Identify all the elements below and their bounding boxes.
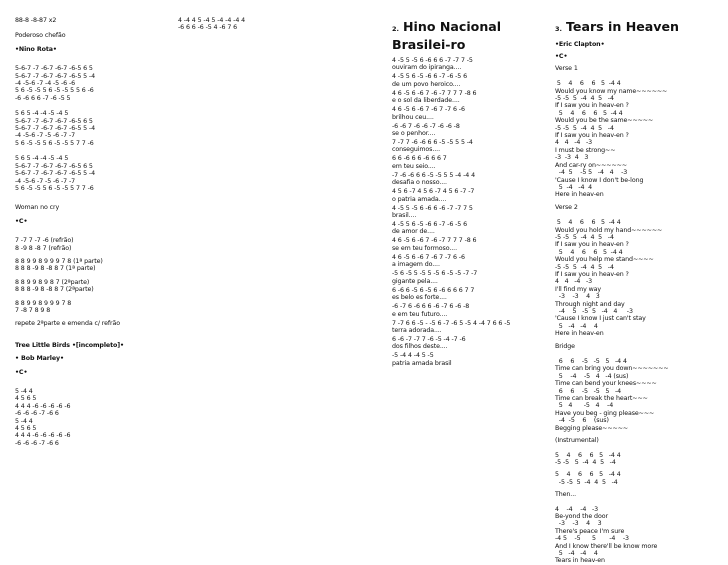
text-line: Poderoso chefão — [15, 32, 66, 40]
text-line: de um povo heroico.... — [392, 80, 461, 88]
text-line: de amor de.... — [392, 228, 435, 236]
text-line: 6 -6 -7 -7 7 -6 -5 -4 -7 -6 — [392, 335, 466, 343]
text-line: 5-6-7 -7 -6-7 -6-7 -6-5 6 5 — [15, 65, 93, 73]
text-line: em teu seio.... — [392, 162, 436, 170]
text-line: Would you know my name~~~~~~ — [555, 87, 668, 95]
text-line: -3 -3 4 3 — [555, 293, 600, 301]
tab-block — [555, 80, 725, 199]
column-hino-nacional — [392, 19, 550, 369]
text-line: There's peace I'm sure — [555, 527, 625, 535]
text-line: 5 6 -5 -5 5 6 -5 -5 5 7 7 -6 — [15, 139, 94, 147]
text-line: 4 6 -5 6 -6 7 -6 -7 7 7 7 -8 6 — [392, 89, 477, 97]
text-line: Time can bend your knees~~~~ — [555, 380, 657, 388]
text-line: 5-6-7 -7 -6-7 -6-7 -6-5 6 5 — [15, 162, 93, 170]
tab-block — [15, 320, 175, 327]
text-line: •C• — [15, 217, 28, 225]
text-line: Time can bring you down~~~~~~~ — [555, 365, 669, 373]
text-line: 5 -4 -4 4 — [555, 183, 593, 191]
text-line: 4 -5 5 -5 6 -6 6 -6 -7 -7 7 5 — [392, 204, 473, 212]
text-line: Would you help me stand~~~~ — [555, 256, 654, 264]
text-line: a imagem do.... — [392, 261, 440, 269]
text-line: dos filhos deste.... — [392, 343, 448, 351]
tab-block — [555, 204, 725, 211]
text-line: -4 -5 6 (sus) — [555, 417, 609, 425]
text-line: If I saw you in heav-en ? — [555, 102, 629, 110]
tab-block — [555, 41, 725, 48]
text-line: -5 -5 5 -4 4 5 -4 — [555, 124, 614, 132]
text-line: patria amada brasil — [392, 359, 452, 367]
text-line: 4 6 -5 6 -6 7 -6 7 -7 6 -6 — [392, 106, 465, 114]
tab-block — [15, 237, 175, 252]
song-number: 2. — [392, 25, 399, 33]
text-line: 7 -7 7 -7 -6 (refrão) — [15, 237, 74, 245]
text-line: 5-6-7 -7 -6-7 -6-7 -6-5 5 -4 — [15, 72, 96, 80]
text-line: •Nino Rota• — [15, 45, 57, 53]
tab-block — [15, 342, 175, 349]
text-line: And I know there'll be know more — [555, 542, 658, 550]
text-line: 6 6 -5 -5 5 -4 4 — [555, 358, 627, 366]
text-line: 8 8 8 -9 8 -8 8 7 (1ª parte) — [15, 265, 96, 273]
text-line: 4 -4 4 5 -4 5 -4 -4 -4 4 — [178, 17, 246, 24]
text-line: Have you beg - ging please~~~ — [555, 409, 655, 417]
text-line: 4 4 4 -6 -6 -6 -6 -6 — [15, 432, 71, 440]
text-line: 'Cause I know I just can't stay — [555, 315, 646, 323]
tab-block — [555, 452, 725, 467]
text-line: desafia o nosso.... — [392, 179, 447, 187]
tab-block — [15, 218, 175, 225]
text-line: terra adorada.... — [392, 326, 442, 334]
text-line: 7 -7 6 6 -5 - -5 6 -7 -6 5 -5 4 -4 7 6 6 -5 — [392, 319, 511, 327]
text-line: -6 -6 7 -6 -6 -7 -6 -6 -8 — [392, 122, 460, 130]
tab-block — [555, 219, 725, 338]
text-line: Here in heav-en — [555, 191, 604, 199]
text-line: 6 -6 6 -5 6 -5 6 -6 6 6 6 7 7 — [392, 286, 475, 294]
text-line: •C• — [15, 368, 28, 376]
text-line: conseguimos.... — [392, 146, 440, 154]
text-line: 5 -4 -5 4 -4 (sus) — [555, 372, 629, 380]
text-line: -5 -5 5 -4 4 5 -4 — [555, 233, 614, 241]
text-line: Bridge — [555, 342, 575, 350]
text-line: 5 4 6 6 5 -4 4 — [555, 471, 621, 479]
text-line: Here in heav-en — [555, 330, 604, 338]
text-line: 8 8 9 9 8 9 9 9 7 8 (1ª parte) — [15, 257, 103, 265]
hino-tab-lines — [392, 57, 550, 369]
column-hino-intro — [178, 17, 378, 32]
text-line: brasil.... — [392, 212, 417, 220]
text-line: -4 -5-6 -7 -4 -5 -6 -6 — [15, 80, 76, 88]
text-line: 5 4 6 6 5 -4 4 — [555, 451, 621, 459]
text-line: 4 5 6 -7 4 5 6 -7 4 5 6 -7 -7 — [392, 188, 475, 196]
text-line: -4 5 -5 5 -4 4 -3 — [555, 169, 628, 177]
text-line: -5 -4 4 -4 5 -5 — [392, 352, 434, 360]
text-line: 5 4 6 6 5 -4 4 — [555, 80, 621, 88]
song-number: 3. — [555, 25, 562, 33]
text-line: Woman no cry — [15, 204, 60, 212]
text-line: 5 4 -5 4 -4 — [555, 402, 614, 410]
text-line: 8 8 8 -9 8 -8 8 7 (2ªparte) — [15, 286, 94, 294]
text-line: e o sol da liberdade.... — [392, 97, 460, 105]
text-line: 'Cause I know I don't be-long — [555, 176, 644, 184]
text-line: Be-yond the door — [555, 512, 608, 520]
text-line: Verse 1 — [555, 64, 578, 72]
text-line: 4 4 -4 -3 — [555, 139, 593, 147]
tab-block — [15, 300, 175, 315]
tab-block — [15, 110, 175, 147]
text-line: 5 4 6 6 5 -4 4 — [555, 109, 623, 117]
text-line: se o penhor.... — [392, 130, 436, 138]
text-line: 4 6 -5 6 -6 7 -6 -7 7 7 7 -8 6 — [392, 237, 477, 245]
text-line: Would you hold my hand~~~~~~ — [555, 226, 663, 234]
text-line: Verse 2 — [555, 203, 578, 211]
text-line: 88-8 -8-87 x2 — [15, 17, 57, 24]
tab-block — [555, 53, 725, 60]
text-line: 4 5 6 5 — [15, 425, 37, 433]
tab-block — [15, 65, 175, 102]
text-line: If I saw you in heav-en ? — [555, 132, 629, 140]
text-line: -5 -5 5 -4 4 5 -4 — [555, 263, 614, 271]
text-line: -5 6 -5 5 -5 5 -5 6 -5 -5 -7 -7 — [392, 270, 478, 278]
text-line: 5 -4 4 — [15, 388, 33, 395]
text-line: 5 -4 -4 4 — [555, 549, 598, 557]
tab-block — [555, 437, 725, 444]
text-line: es belo es forte.... — [392, 294, 447, 302]
text-line: -3 -3 4 3 — [555, 154, 589, 162]
text-line: 4 6 -5 6 -6 7 -6 7 -7 6 -6 — [392, 253, 465, 261]
tab-block — [15, 279, 175, 294]
text-line: If I saw you in heav-en ? — [555, 241, 629, 249]
text-line: -6 -6 -6 -7 -6 6 — [15, 439, 59, 447]
text-line: gigante pela.... — [392, 277, 438, 285]
text-line: 5 -4 -4 4 — [555, 322, 598, 330]
tab-block — [15, 355, 175, 362]
text-line: 6 6 -5 -5 5 -4 — [555, 387, 622, 395]
song-title-tears — [555, 19, 725, 37]
tab-block — [15, 369, 175, 376]
text-line: Then... — [555, 491, 577, 499]
tab-block — [15, 204, 175, 211]
tab-block — [15, 155, 175, 192]
tab-block — [555, 343, 725, 350]
text-line: -4 5 -5 5 -4 4 -3 — [555, 308, 633, 315]
text-line: repete 2ªparte e emenda c/ refrão — [15, 320, 121, 328]
tab-block — [555, 471, 725, 486]
text-line: -4 5 -5 5 -4 -3 — [555, 535, 629, 543]
text-line: -4 -5-6 -7 -5 -6 -7 -7 — [15, 177, 76, 185]
tab-block — [15, 46, 175, 53]
text-line: -6 -6 6 6 -7 -6 -5 5 — [15, 94, 71, 102]
text-line: 6 6 -6 6 6 -6 6 6 7 — [392, 155, 447, 163]
text-line: 7 -8 7 8 9 8 — [15, 306, 51, 314]
text-line: •C• — [555, 53, 568, 61]
text-line: -6 6 6 -6 -5 4 -6 7 6 — [178, 24, 238, 32]
text-line: o patria amada.... — [392, 195, 447, 203]
column-poderoso-chefao — [15, 17, 175, 447]
text-line: Through night and day — [555, 300, 625, 308]
text-line: -3 -3 4 3 — [555, 520, 602, 528]
text-line: 5 -4 4 — [15, 417, 33, 425]
text-line: Begging please~~~~~ — [555, 424, 629, 432]
text-line: 5-6-7 -7 -6-7 -6-7 -6-5 5 -4 — [15, 125, 96, 133]
tab-block — [555, 506, 725, 565]
text-line: 5 4 6 6 5 -4 4 — [555, 219, 621, 227]
text-line: 7 -7 7 -6 -6 6 6 -5 -5 5 5 -4 — [392, 139, 473, 147]
text-line: -6 -7 6 -6 6 6 -6 -7 6 -6 -8 — [392, 303, 470, 311]
text-line: I must be strong~~ — [555, 146, 616, 154]
text-line: (Instrumental) — [555, 437, 599, 445]
tears-tab-lines — [555, 41, 725, 565]
text-line: -7 -6 -6 6 6 -5 -5 5 5 -4 -4 4 — [392, 171, 475, 179]
text-line: • Bob Marley• — [15, 355, 64, 363]
text-line: -5 -5 5 -4 4 5 -4 — [555, 95, 614, 103]
text-line: 5 6 -5 -5 5 6 -5 -5 5 7 7 -6 — [15, 184, 94, 192]
text-line: Tree Little Birds •[incompleto]• — [15, 341, 124, 349]
text-line: -6 -6 -6 -7 -6 6 — [15, 410, 59, 418]
text-line: ouviram do ipiranga.... — [392, 64, 462, 72]
text-line: If I saw you in heav-en ? — [555, 270, 629, 278]
text-line: 4 4 -4 -3 — [555, 278, 593, 286]
text-line: 4 -5 5 6 -5 -6 6 -7 -6 -5 6 — [392, 73, 468, 81]
tab-block — [15, 32, 175, 39]
text-line: 4 -5 5 -5 6 -6 6 6 -7 -7 7 -5 — [392, 57, 473, 64]
text-line: e em teu futuro.... — [392, 310, 448, 318]
text-line: -5 -5 5 -4 4 5 -4 — [555, 478, 618, 486]
text-line: 5 6 -5 -5 5 6 -5 -5 5 5 6 -6 — [15, 87, 94, 95]
text-line: 8 -9 8 -8 7 (refrão) — [15, 244, 72, 252]
tab-block — [555, 491, 725, 498]
text-line: 5 6 5 -4 -4 -5 -4 5 — [15, 110, 69, 118]
song-title-text: Tears in Heaven — [566, 19, 680, 34]
text-line: se em teu formoso.... — [392, 244, 457, 252]
text-line: 8 8 9 9 8 9 9 9 7 8 — [15, 299, 72, 307]
text-line: -4 -5-6 -7 -5 -6 -7 -7 — [15, 132, 76, 140]
tab-block — [15, 388, 175, 447]
text-line: 4 -5 5 6 -5 -6 6 -7 -6 -5 6 — [392, 221, 468, 229]
song-title-text: Hino Nacional Brasilei-ro — [392, 19, 502, 52]
text-line: •Eric Clapton• — [555, 41, 605, 48]
text-line: 4 5 6 5 — [15, 395, 37, 403]
song-title-hino — [392, 19, 542, 53]
column-tears-in-heaven — [555, 19, 725, 565]
text-line: 4 -4 -4 -3 — [555, 505, 599, 513]
text-line: 4 4 4 -6 -6 -6 -6 -6 — [15, 402, 71, 410]
text-line: 5-6-7 -7 -6-7 -6-7 -6-5 5 -4 — [15, 170, 96, 178]
tab-block — [15, 258, 175, 273]
text-line: Time can break the heart~~~ — [555, 395, 648, 403]
text-line: 5 6 5 -4 -4 -5 -4 5 — [15, 155, 69, 163]
tab-block — [555, 65, 725, 72]
tab-block — [555, 358, 725, 432]
text-line: -5 -5 5 -4 4 5 -4 — [555, 458, 616, 466]
text-line: Would you be the same~~~~~ — [555, 117, 654, 125]
text-line: I'll find my way — [555, 285, 602, 293]
text-line: 8 8 9 9 8 9 8 7 (2ªparte) — [15, 278, 90, 286]
text-line: brilhou ceu.... — [392, 113, 434, 121]
text-line: 5-6-7 -7 -6-7 -6-7 -6-5 6 5 — [15, 117, 93, 125]
text-line: Tears in heav-en — [555, 557, 605, 565]
text-line: And car-ry on~~~~~~ — [555, 161, 627, 169]
text-line: 5 4 6 6 5 -4 4 — [555, 248, 623, 256]
